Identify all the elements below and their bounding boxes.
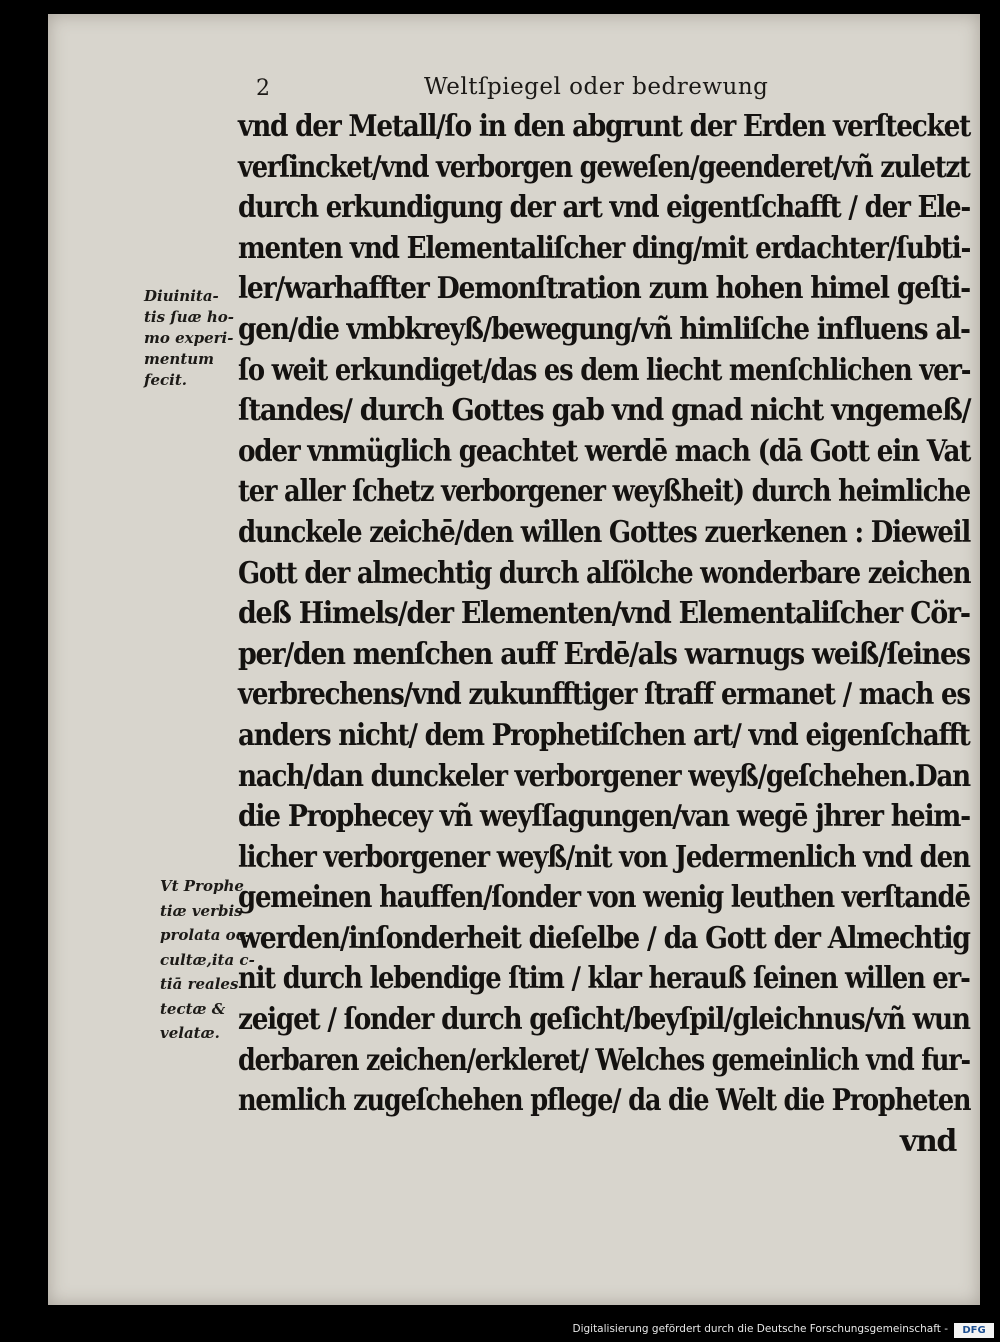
text-line: gen/die vmbkreyß/bewegung/vñ himliſche influens al-: [238, 311, 970, 347]
text-line: ſo weit erkundiget/das es dem liecht menſchlichen ver-: [238, 352, 971, 388]
text-line: gemeinen hauffen/ſonder von wenig leuthen verſtandē: [238, 880, 970, 916]
dfg-logo: DFG: [954, 1323, 994, 1338]
marginal-line: tectæ &: [160, 999, 226, 1018]
text-line: oder vnmüglich geachtet werdē mach (dā Gott ein Vat: [238, 433, 971, 469]
marginal-line: prolata oc-: [160, 926, 252, 944]
text-line: anders nicht/ dem Prophetiſchen art/ vnd eigenſchafft: [238, 717, 970, 753]
text-line: derbaren zeichen/erkleret/ Welches gemeinlich vnd fur-: [238, 1042, 970, 1078]
scanned-page: [48, 14, 980, 1305]
text-line: ſtandes/ durch Gottes gab vnd gnad nicht vngemeß/: [238, 393, 971, 429]
marginal-line: cultæ,ita c-: [160, 950, 255, 969]
marginal-line: tiā reales: [160, 975, 239, 993]
text-line: ter aller ſchetz verborgener weyßheit) durch heimliche: [238, 474, 970, 510]
page-number: 2: [256, 76, 270, 101]
marginal-line: mo experi-: [144, 329, 234, 347]
running-head: Weltſpiegel oder bedrewung: [424, 74, 769, 100]
catchword: vnd: [899, 1123, 956, 1159]
text-line: nach/dan dunckeler verborgener weyß/geſchehen.Dan: [238, 758, 970, 794]
marginal-line: tiæ verbis: [160, 901, 243, 920]
text-line: zeiget / ſonder durch geſicht/beyſpil/gleichnus/vñ wun: [238, 1002, 970, 1038]
text-line: nemlich zugeſchehen pflege/ da die Welt die Propheten: [238, 1083, 971, 1119]
marginal-line: tis ſuæ ho-: [144, 308, 234, 326]
text-line: verbrechens/vnd zukunfftiger ſtraff ermanet / mach es: [238, 677, 970, 713]
marginal-line: Vt Prophe: [160, 877, 244, 895]
marginal-line: velatæ.: [160, 1024, 220, 1042]
text-line: durch erkundigung der art vnd eigentſchafft / der Ele-: [238, 190, 971, 226]
text-line: die Prophecey vñ weyſſagungen/van wegē jhrer heim-: [238, 799, 970, 835]
marginal-line: mentum: [144, 350, 215, 368]
text-line: deß Himels/der Elementen/vnd Elementaliſcher Cör-: [238, 596, 970, 632]
marginal-line: fecit.: [144, 371, 187, 389]
text-line: nit durch lebendige ſtim / klar herauß ſeinen willen er-: [238, 961, 970, 997]
text-line: dunckele zeichē/den willen Gottes zuerkenen : Dieweil: [238, 514, 971, 550]
text-line: verſincket/vnd verborgen geweſen/geenderet/vñ zuletzt: [238, 149, 970, 185]
footer-bar: [0, 1305, 1000, 1342]
text-line: Gott der almechtig durch alſölche wonderbare zeichen: [238, 555, 971, 591]
marginal-line: Diuinita-: [144, 287, 219, 305]
text-line: ler/warhaffter Demonſtration zum hohen himel geſti-: [238, 271, 970, 307]
marginal-note: [144, 286, 234, 391]
text-line: werden/inſonderheit dieſelbe / da Gott der Almechtig: [238, 920, 970, 956]
funding-credit: Digitalisierung gefördert durch die Deutsche Forschungsgemeinschaft -: [572, 1323, 948, 1335]
text-line: menten vnd Elementaliſcher ding/mit erdachter/ſubti-: [238, 230, 971, 266]
text-line: licher verborgener weyß/nit von Jedermenlich vnd den: [238, 839, 970, 875]
body-text: [238, 107, 970, 1162]
text-line: vnd der Metall/ſo in den abgrunt der Erden verſtecket: [238, 109, 971, 144]
text-line: per/den menſchen auff Erdē/als warnugs weiß/ſeines: [238, 636, 970, 672]
